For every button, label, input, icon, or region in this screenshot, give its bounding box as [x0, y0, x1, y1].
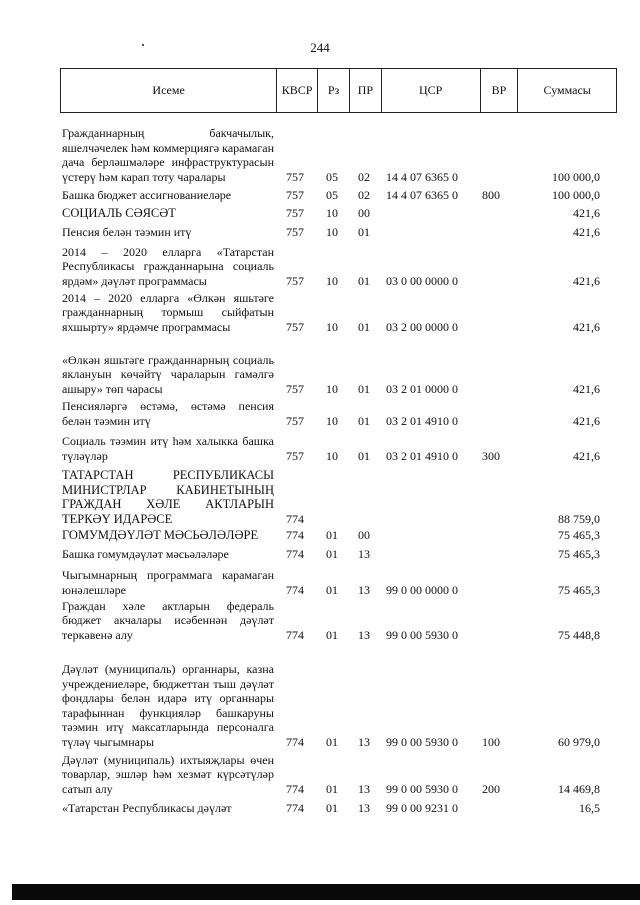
- table-row: [0, 205, 640, 220]
- row-pr: 01: [358, 414, 370, 428]
- row-sum: 75 465,3: [558, 528, 600, 542]
- row-kvsr: 774: [286, 583, 304, 597]
- scan-speck: [142, 44, 144, 46]
- row-name: «Өлкән яшьтәге гражданнарның социаль яклануын көчәйтү чараларын гамәлгә ашыру» төп чарасы: [62, 352, 274, 396]
- row-rz: 10: [326, 414, 338, 428]
- row-kvsr: 774: [286, 528, 304, 542]
- table-row: [0, 399, 640, 428]
- row-sum: 421,6: [573, 206, 600, 220]
- row-pr: 02: [358, 188, 370, 202]
- row-sum: 421,6: [573, 274, 600, 288]
- row-vr: 200: [482, 782, 500, 796]
- row-rz: 10: [326, 274, 338, 288]
- row-rz: 10: [326, 206, 338, 220]
- row-name: Дәүләт (муниципаль) органнары, казна учреждениеләре, бюджеттан тыш дәүләт фондлары белән идарә итү органнары тарафыннан функцияләр башкаруны тәэмин итү максатларында персоналга түләү чыгымнары: [62, 662, 274, 749]
- page-number: 244: [310, 40, 330, 55]
- row-csr: 99 0 00 0000 0: [386, 583, 458, 597]
- row-name: Башка гомумдәүләт мәсьәләләре: [62, 546, 229, 561]
- row-csr: 99 0 00 5930 0: [386, 782, 458, 796]
- row-vr: 800: [482, 188, 500, 202]
- row-pr: 01: [358, 449, 370, 463]
- row-csr: 03 2 01 0000 0: [386, 382, 458, 396]
- row-pr: 13: [358, 801, 370, 815]
- row-kvsr: 757: [286, 320, 304, 334]
- row-sum: 75 465,3: [558, 583, 600, 597]
- column-header-name: Исеме: [152, 83, 185, 97]
- table-row: [0, 752, 640, 796]
- row-pr: 13: [358, 583, 370, 597]
- row-pr: 13: [358, 547, 370, 561]
- row-kvsr: 757: [286, 170, 304, 184]
- row-sum: 421,6: [573, 320, 600, 334]
- row-pr: 13: [358, 735, 370, 749]
- row-name: ГОМУМДӘҮЛӘТ МӘСЬӘЛӘЛӘРЕ: [62, 527, 259, 542]
- row-csr: 99 0 00 5930 0: [386, 735, 458, 749]
- row-name: «Татарстан Республикасы дәүләт: [62, 800, 232, 815]
- row-sum: 421,6: [573, 382, 600, 396]
- row-csr: 99 0 00 5930 0: [386, 628, 458, 642]
- row-csr: 14 4 07 6365 0: [386, 170, 458, 184]
- row-kvsr: 774: [286, 735, 304, 749]
- row-rz: 10: [326, 382, 338, 396]
- row-name: 2014 – 2020 елларга «Өлкән яшьтәге гражданнарның тормыш сыйфатын яхшырту» ярдәмче программасы: [62, 290, 274, 334]
- row-csr: 03 2 01 4910 0: [386, 414, 458, 428]
- row-pr: 01: [358, 382, 370, 396]
- row-csr: 14 4 07 6365 0: [386, 188, 458, 202]
- row-csr: 03 2 01 4910 0: [386, 449, 458, 463]
- row-rz: 01: [326, 528, 338, 542]
- row-kvsr: 757: [286, 414, 304, 428]
- row-rz: 01: [326, 583, 338, 597]
- row-rz: 10: [326, 449, 338, 463]
- row-csr: 03 0 00 0000 0: [386, 274, 458, 288]
- row-rz: 10: [326, 320, 338, 334]
- row-kvsr: 774: [286, 801, 304, 815]
- row-name: Граждан хәле актларын федераль бюджет акчалары исәбеннән дәүләт теркәвенә алу: [62, 598, 274, 642]
- row-name: Дәүләт (муниципаль) ихтыяҗлары өчен товарлар, эшләр һәм хезмәт күрсәтүләр сатып алу: [62, 752, 274, 796]
- row-kvsr: 757: [286, 188, 304, 202]
- column-header-vr: ВР: [480, 69, 518, 112]
- table-row: [0, 468, 640, 526]
- row-kvsr: 774: [286, 628, 304, 642]
- table-row: [0, 527, 640, 542]
- row-rz: 05: [326, 188, 338, 202]
- row-rz: 10: [326, 225, 338, 239]
- table-row: [0, 546, 640, 561]
- row-pr: 00: [358, 528, 370, 542]
- row-rz: 01: [326, 547, 338, 561]
- row-name: Пенсияләргә өстәмә, өстәмә пенсия белән тәэмин итү: [62, 399, 274, 428]
- row-pr: 01: [358, 274, 370, 288]
- row-sum: 16,5: [579, 801, 600, 815]
- row-sum: 100 000,0: [552, 188, 600, 202]
- row-sum: 75 465,3: [558, 547, 600, 561]
- row-name: Гражданнарның бакчачылык, яшелчәчелек һәм коммерциягә карамаган дача берләшмәләре инфраструктурасын үстерү һәм карап тоту чаралары: [62, 126, 274, 184]
- row-name: ТАТАРСТАН РЕСПУБЛИКАСЫ МИНИСТРЛАР КАБИНЕТЫНЫҢ ГРАЖДАН ХӘЛЕ АКТЛАРЫН ТЕРКӘҮ ИДАРӘСЕ: [62, 468, 274, 526]
- row-rz: 05: [326, 170, 338, 184]
- row-name: Социаль тәэмин итү һәм халыкка башка түләүләр: [62, 434, 274, 463]
- table-row: [0, 187, 640, 202]
- row-rz: 01: [326, 801, 338, 815]
- column-header-kvsr: КВСР: [276, 69, 317, 112]
- row-sum: 88 759,0: [558, 512, 600, 526]
- table-row: [0, 290, 640, 334]
- row-csr: 03 2 00 0000 0: [386, 320, 458, 334]
- row-rz: 01: [326, 782, 338, 796]
- row-sum: 100 000,0: [552, 170, 600, 184]
- table-row: [0, 352, 640, 396]
- table-row: [0, 662, 640, 749]
- row-pr: 01: [358, 225, 370, 239]
- row-name: СОЦИАЛЬ СӘЯСӘТ: [62, 205, 176, 220]
- table-row: [0, 800, 640, 815]
- column-header-rz: Рз: [317, 69, 349, 112]
- row-sum: 14 469,8: [558, 782, 600, 796]
- table-row: [0, 568, 640, 597]
- row-name: Чыгымнарның программага карамаган юнәлешләре: [62, 568, 274, 597]
- row-sum: 421,6: [573, 225, 600, 239]
- row-pr: 13: [358, 782, 370, 796]
- row-sum: 75 448,8: [558, 628, 600, 642]
- row-kvsr: 757: [286, 449, 304, 463]
- row-kvsr: 774: [286, 782, 304, 796]
- table-row: [0, 126, 640, 184]
- row-name: 2014 – 2020 елларга «Татарстан Республикасы гражданнарына социаль ярдәм» дәүләт программасы: [62, 244, 274, 288]
- table-row: [0, 224, 640, 239]
- row-pr: 01: [358, 320, 370, 334]
- row-csr: 99 0 00 9231 0: [386, 801, 458, 815]
- row-sum: 421,6: [573, 449, 600, 463]
- row-name: Пенсия белән тәэмин итү: [62, 224, 192, 239]
- scan-edge-bar: [12, 884, 640, 900]
- row-name: Башка бюджет ассигнованиеләре: [62, 187, 232, 202]
- row-vr: 300: [482, 449, 500, 463]
- table-row: [0, 434, 640, 463]
- row-kvsr: 774: [286, 512, 304, 526]
- row-kvsr: 757: [286, 225, 304, 239]
- row-sum: 421,6: [573, 414, 600, 428]
- row-kvsr: 774: [286, 547, 304, 561]
- row-pr: 00: [358, 206, 370, 220]
- column-header-pr: ПР: [349, 69, 381, 112]
- row-pr: 13: [358, 628, 370, 642]
- row-kvsr: 757: [286, 382, 304, 396]
- row-rz: 01: [326, 628, 338, 642]
- table-row: [0, 598, 640, 642]
- column-header-sum: Суммасы: [517, 69, 616, 112]
- column-header-csr: ЦСР: [381, 69, 480, 112]
- table-row: [0, 244, 640, 288]
- row-vr: 100: [482, 735, 500, 749]
- row-sum: 60 979,0: [558, 735, 600, 749]
- row-kvsr: 757: [286, 274, 304, 288]
- row-kvsr: 757: [286, 206, 304, 220]
- row-pr: 02: [358, 170, 370, 184]
- row-rz: 01: [326, 735, 338, 749]
